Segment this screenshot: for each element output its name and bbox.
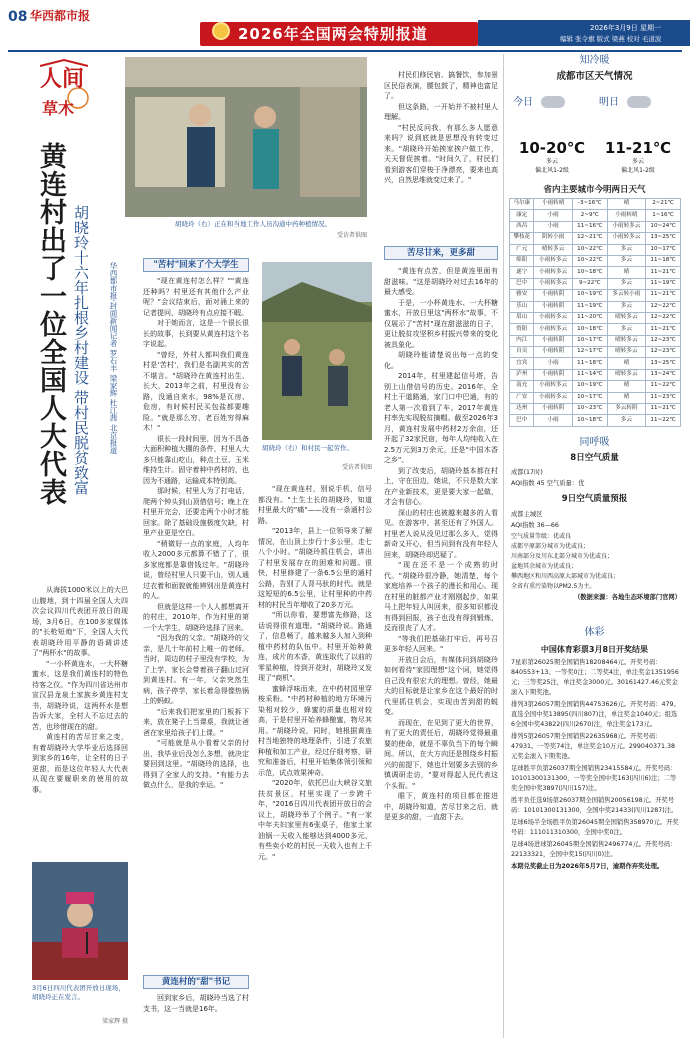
weather-cell: 12~21℃: [572, 233, 607, 244]
section-heading-1: "苦村"回来了个大学生: [143, 258, 249, 272]
weather-row: [510, 199, 681, 210]
weather-cell: 10~23℃: [572, 404, 607, 415]
paragraph: "等我们把基础打牢后，再号召更多年轻人回来。": [384, 634, 498, 653]
weather-cell: 晴: [607, 358, 645, 369]
paragraph: "因为我的父亲。"胡晓玲的父亲，是几十年前村上唯一的老师。当时，周边的村子里没有学校，为了上学，家长会带着孩子翻山过河到黄连村。有一年，父亲突然生病，孩子停学，家长着急得像热锅上的蚂蚁。: [143, 634, 249, 705]
weather-cell: 11~20℃: [572, 312, 607, 323]
weather-cell: 10~17℃: [572, 335, 607, 346]
weather-cell: 10~22℃: [572, 255, 607, 266]
weather-row: [510, 278, 681, 289]
weather-cell: 小雨转晴: [534, 199, 572, 210]
photo-farm-work: [262, 262, 372, 440]
weather-row: [510, 255, 681, 266]
weather-cell: 12~17℃: [572, 347, 607, 358]
article-column-b-tail: [143, 993, 249, 1033]
logo-char-2: 间: [62, 66, 85, 92]
weather-cell: 西昌: [510, 221, 534, 232]
weather-cell: 乐山: [510, 301, 534, 312]
weather-cell: 晴: [607, 267, 645, 278]
weather-cell: 10~19℃: [572, 290, 607, 301]
weather-cell: 10~24℃: [646, 221, 681, 232]
air-line: AQI指数 45 空气质量：优: [511, 480, 585, 487]
weather-cell: 1~16℃: [646, 210, 681, 221]
weather-cell: 11~19℃: [646, 278, 681, 289]
weather-cell: 多云: [607, 324, 645, 335]
air-line: 攀西地区和川西高原大部城市为优或良；: [511, 573, 620, 580]
paragraph: "可能就是从小看着父亲的付出，我毕业后没怎么多想，就决定要回到这里。"胡晓玲的选择，也得到了全家人的支持。"有能力去做点什么，是我的幸运。": [143, 739, 249, 789]
weather-cell: 小雨转阴: [534, 347, 572, 358]
today-label: 今日: [513, 97, 533, 108]
tomorrow-temp: 11-21℃: [604, 139, 672, 157]
weather-cell: 10~17℃: [646, 244, 681, 255]
weather-row: [510, 301, 681, 312]
weather-cell: 小雨转多云: [534, 267, 572, 278]
paragraph: 而现在，在见到了更大的世界，有了更大的责任后，胡晓玲觉得最重要的使命，就是不辜负当下的每个瞬间。所以，在大方向还是围绕乡村振兴的前提下，她也计划要多去别的乡镇调研走访，"要对得起人民代表这个头衔。": [384, 718, 498, 790]
article-column-a: [32, 585, 128, 860]
weather-cell: 小雨转多云: [534, 381, 572, 392]
air-source: （数据来源：各地生态环境部门官网）: [573, 594, 681, 601]
weather-cell: 2~21℃: [646, 199, 681, 210]
lottery-item: 足球4场进球第26045期全国销售2496774元。开奖号码：22133321，全国中奖15(四川0)注。: [511, 841, 677, 858]
tomorrow-wind: 偏北风1-2级: [621, 167, 655, 174]
herb-room-illustration: [125, 57, 367, 217]
weather-cell: 小雨转多云: [607, 233, 645, 244]
today-desc: 多云: [545, 158, 558, 165]
weather-row: [510, 210, 681, 221]
weather-cell: 自贡: [510, 347, 534, 358]
air-line: 成都(17时): [511, 469, 543, 476]
section-heading-2: 苦尽甘来，更多甜: [384, 246, 498, 260]
weather-cell: 小雨: [534, 210, 572, 221]
weather-cell: 12~23℃: [646, 335, 681, 346]
weather-cell: 小雨: [534, 358, 572, 369]
logo-char-1: 人: [40, 66, 63, 92]
weather-cell: 9~22℃: [572, 278, 607, 289]
weather-cell: 晴: [607, 392, 645, 403]
weather-cell: 13~24℃: [646, 369, 681, 380]
paragraph: "黄连有点苦，但是黄连里面有甜滋味。"这是胡晓玲对过去16年的最大感受。: [384, 267, 498, 296]
lottery-item: 足球6场半全场胜平负第26045期全国销售358970元。开奖号码：111011310300，全国中奖0注。: [511, 819, 679, 836]
column-logo: [34, 58, 94, 130]
cloudy-icon: [627, 96, 651, 108]
weather-cell: 10~22℃: [572, 244, 607, 255]
paragraph: 那时候，村里人为了打电话，爬两个钟头到山顶借信号；晚上在村里开完会，还要走两个小时才能回家。除了基础设施极度欠缺，村里产业更是空白。: [143, 487, 249, 537]
lottery-item: 排列5第26057期全国销售22635968元。开奖号码：47931。一等奖74注，单注奖金10万元。299040371.38元奖金滚入下期奖池。: [511, 733, 675, 760]
lottery-item: 胜平负任选9场第26037期全国销售20056198元。开奖号码：10101300131300，全国中奖21433(四川1287)注。: [511, 797, 678, 814]
lottery-results: [511, 658, 681, 1038]
photo1-credit: 受访者供图: [336, 232, 367, 239]
weather-cell: 小雨转多云: [534, 324, 572, 335]
weather-cell: 11~21℃: [646, 267, 681, 278]
weather-cell: 10~18℃: [572, 324, 607, 335]
paragraph: "曾经，外村人都叫我们黄连村是'苦村'，我们是名副其实的苦不堪言。"胡晓玲在黄连村出生、长大，2013年之前，村里没有公路，没通自来水，98%是瓦房、危房，有时候村民买包盐都要趣险。"就是那么穷，老百姓穷得麻木！": [143, 350, 249, 432]
weather-cell: 11~21℃: [646, 290, 681, 301]
weather-row: [510, 347, 681, 358]
weather-cell: 多云: [607, 301, 645, 312]
weather-title: 成都市区天气情况: [556, 71, 633, 82]
province-weather-table: [509, 198, 681, 427]
weather-table: [509, 198, 681, 427]
lottery-title: 中国体育彩票3月8日开奖结果: [540, 645, 649, 654]
air-line: 空气质量等级：优或良: [511, 533, 572, 540]
weather-row: [510, 415, 681, 426]
section-heading-3: 黄连村的"甜"书记: [143, 975, 249, 989]
weather-cell: 小雨: [534, 221, 572, 232]
weather-cell: 晴: [607, 199, 645, 210]
paragraph: 于是，一小杯黄连水、一大杯糖蜜水，开放日里这"两杯水"故事，不仅展示了"苦村"现在甜滋滋的日子，更让脱贫攻坚积乡村振兴带来的变化被具象化。: [384, 298, 498, 349]
photo1-caption: 胡晓玲（右）正在和当地工作人员沟通中药种植情况。: [175, 220, 331, 228]
weather-row: [510, 335, 681, 346]
article-subheadline: 胡晓玲十六年扎根乡村建设 带村民脱贫致富: [72, 205, 90, 495]
weather-cell: 遂宁: [510, 267, 534, 278]
air-tag: 同呼吸: [579, 437, 610, 448]
lottery-item: 本期兑奖截止日为2026年5月7日，逾期作弃奖处理。: [511, 863, 664, 870]
weather-cell: 巴中: [510, 415, 534, 426]
weather-cell: 小雨转阴: [534, 369, 572, 380]
weather-cell: 13~25℃: [646, 233, 681, 244]
weather-cell: 小雨转多云: [534, 392, 572, 403]
weather-cell: 多云: [607, 415, 645, 426]
weather-cell: 阴转小雨: [534, 233, 572, 244]
emblem-icon: [212, 22, 230, 40]
lottery-item: 足球胜平负第26037期全国销售23415584元。开奖号码：10101300131300，一等奖全国中奖163(四川6)注；二等奖全国中奖3897(四川157)注。: [511, 765, 677, 792]
air-title-2: 9日空气质量预报: [561, 494, 628, 504]
weather-cell: 晴: [607, 381, 645, 392]
special-report-title: 2026年全国两会特别报道: [238, 25, 428, 43]
weather-cell: 11~21℃: [646, 404, 681, 415]
paragraph: 从海拔1000米以上的大巴山腹地，到十四届全国人大四次会议四川代表团开放日的现场，3月6日，在100多家媒体的"长枪短炮"下，全国人大代表胡晓玲用平静的语调讲述了"两杯水"的故事。: [32, 586, 128, 657]
today-temp: 10-20℃: [518, 139, 586, 157]
weather-cell: 晴转多云: [607, 347, 645, 358]
weather-cell: 多云转小雨: [607, 290, 645, 301]
air-line: 全省有重污染物以PM2.5为主。: [511, 583, 596, 590]
issue-date: 2026年3月9日 星期一: [590, 24, 661, 32]
weather-cell: 11~22℃: [646, 381, 681, 392]
weather-cell: 泸州: [510, 369, 534, 380]
weather-cell: 11~22℃: [646, 415, 681, 426]
weather-cell: 12~23℃: [646, 347, 681, 358]
weather-cell: 2~9℃: [572, 210, 607, 221]
newspaper-name: 华西都市报: [30, 9, 91, 23]
paragraph: "现在黄连村怎么样？""黄连还种吗？村里还有其他什么产业呢？"会议结束后，面对涌上来的记者提问，胡晓玲有点应接不暇。: [143, 277, 249, 317]
weather-cell: 11~16℃: [572, 221, 607, 232]
weather-cell: 晴转多云: [607, 369, 645, 380]
weather-cell: 10~17℃: [572, 392, 607, 403]
weather-cell: 小雨转多云: [534, 278, 572, 289]
weather-cell: 13~25℃: [646, 358, 681, 369]
weather-cell: 马尔康: [510, 199, 534, 210]
weather-cell: 小雨转多云: [607, 221, 645, 232]
weather-row: [510, 290, 681, 301]
paragraph: "2013年，县上一位领导来了解情况，在山顶上步行十多公里，走七八个小时。"胡晓玲抓住机会，讲出了村里发展存在的困难和问题。很快，村里修建了一条6.5公里的通村公路，告别了人背马驮的时代。就是这短短的6.5公里，让村里种的中药材的村民当年增收了20多万元。: [258, 527, 372, 609]
photo-herb-consultation: [125, 57, 367, 217]
article-column-c: [258, 484, 372, 1034]
weather-cell: 康定: [510, 210, 534, 221]
lottery-item: 7星彩第26025期全国销售18208464元。开奖号码：840553+13。一等奖0注；二等奖4注，单注奖金1351956元；三等奖25注，单注奖金3000元。30161427.46元奖金滚入下期奖池。: [511, 659, 679, 696]
weather-row: [510, 358, 681, 369]
weather-cell: 雅安: [510, 290, 534, 301]
paragraph: 很长一段时间里，因为不具备大面积种植大棚的条件，村里人大多只能靠山吃山，种点土豆、玉米维持生计。固守着种中药材的，也因为不通路，运输成本特别高。: [143, 434, 249, 485]
tomorrow-label: 明日: [599, 97, 619, 108]
weather-row: [510, 392, 681, 403]
weather-cell: 南充: [510, 381, 534, 392]
air-line: 盆地其余城市为优或良；: [511, 563, 578, 570]
weather-cell: 11~19℃: [572, 301, 607, 312]
article-column-d-top: [384, 70, 498, 240]
weather-cell: 12~22℃: [646, 301, 681, 312]
weather-cell: 绵阳: [510, 255, 534, 266]
paragraph: "一小杯黄连水，一大杯糖蜜水，这是我们黄连村的特色待客之仪。"作为四川省达州市宣汉县龙泉土家族乡黄连村支书，胡晓玲说，这两杯水是想告诉大家，全村人不忘过去的苦，也珍惜现在的甜。: [32, 659, 128, 731]
weather-cell: 11~18℃: [646, 255, 681, 266]
weather-row: [510, 381, 681, 392]
weather-cell: 小雨转阴: [534, 290, 572, 301]
editor-credits: 编辑 张令旗 版式 梁燕 校对 毛道波: [560, 35, 662, 43]
weather-cell: 12~22℃: [646, 312, 681, 323]
weather-cell: 小雨转阴: [534, 335, 572, 346]
weather-cell: 小雨转多云: [534, 255, 572, 266]
paragraph: 深山的村庄也被越来越多的人看见。在游客中，甚至还有了外国人。村里老人说从没见过那么多人，觉得新奇又开心，但当问到有没有年轻人回来，胡晓玲却迟疑了。: [384, 508, 498, 559]
weather-row: [510, 404, 681, 415]
paragraph: 胡晓玲能请楚说出每一点的变化。: [384, 351, 498, 370]
air-line: 川南部分及川东北部分城市为优或良；: [511, 553, 614, 560]
article-headline: 黄连村出了一位全国人大代表: [35, 142, 66, 506]
weather-cell: 晴转多云: [534, 244, 572, 255]
weather-cell: 广安: [510, 392, 534, 403]
weather-cell: 攀枝花: [510, 233, 534, 244]
paragraph: 但这条路，一开始并不被村里人理解。: [384, 102, 498, 121]
photo2-caption: 胡晓玲（右）和村民一起劳作。: [262, 444, 353, 452]
weather-cell: 资阳: [510, 324, 534, 335]
cloudy-icon: [541, 96, 565, 108]
paragraph: "后来我们把家里的门板拆下来，放在凳子上当课桌，我就让爸爸在家里给孩子们上课。": [143, 707, 249, 737]
article-byline: 华西都市报·封面新闻记者 罗石丰 梁家辉 杜江茜 北京报道: [109, 262, 118, 454]
weather-cell: 小雨转晴: [607, 210, 645, 221]
paragraph: 回到家乡后，胡晓玲当选了村支书，这一当就是16年。: [143, 994, 249, 1013]
weather-tag: 知冷暖: [579, 55, 610, 66]
weather-row: [510, 221, 681, 232]
paragraph: 开放日会后，有媒体问到胡晓玲如何看待"家园理想"这个词，她觉得自己没有很宏大的理想。曾经，她最大的目标就是让家乡在这个最好的时代里抓住机会，实现由苦到甜的蜕变。: [384, 655, 498, 716]
weather-cell: 11~18℃: [572, 358, 607, 369]
photo3-credit: 梁家辉 摄: [102, 1018, 128, 1025]
weather-cell: 10~18℃: [572, 415, 607, 426]
province-weather-title: 省内主要城市今明两日天气: [543, 185, 646, 195]
weather-cell: 眉山: [510, 312, 534, 323]
paragraph: "现在黄连村，别说手机，信号都没有。"土生土长的胡晓玲，知道村里最大的"痛"——没有一条通村公路。: [258, 485, 372, 525]
photo3-caption: 3月6日四川代表团开放日现场，胡晓玲正在发言。: [32, 984, 125, 1001]
weather-cell: 11~23℃: [646, 392, 681, 403]
weather-row: [510, 267, 681, 278]
weather-cell: 小雨转阴: [534, 404, 572, 415]
paragraph: 黄连村的苦尽甘来之变，有着胡晓玲大学毕业后选择回到家乡的16年，让全村的日子更甜，而是这位年轻人大代表从现在要履职来的使用的故事。: [32, 733, 128, 794]
weather-row: [510, 324, 681, 335]
weather-cell: 达州: [510, 404, 534, 415]
paragraph: "稍微好一点的家庭，人均年收入2000多元都算不错了了，很多家庭都是靠借钱过年。"胡晓玲说，曾经村里人只要干山，别人通过衣着和面貌就能辨别出是黄连村的人。: [143, 539, 249, 600]
today-wind: 偏北风1-2级: [535, 167, 569, 174]
weather-cell: 10~19℃: [572, 381, 607, 392]
column-divider: [503, 54, 504, 1038]
weather-cell: 晴转多云: [607, 312, 645, 323]
photo2-credit: 受访者供图: [341, 464, 372, 471]
paragraph: 眼下，黄连村的项目都在推进中，胡晓玲知道，苦尽甘来之后，就是更多的甜，一直甜下去。: [384, 792, 498, 821]
air-line: 成都主城区: [511, 511, 543, 518]
lottery-tag: 体彩: [584, 627, 605, 638]
weather-row: [510, 312, 681, 323]
weather-cell: 内江: [510, 335, 534, 346]
weather-cell: 宜宾: [510, 358, 534, 369]
paragraph: 到了改变后，胡晓玲基本都在村上，守在田边，她说，不只是数大家在产业新技术，更是要大家一起做，才会有信心。: [384, 466, 498, 506]
weather-cell: 广元: [510, 244, 534, 255]
paragraph: "所以你看，要想富先修路，这话说得很有道理。"胡晓玲说。路通了，信息畅了，越来越多人加入到种植中药材的队伍中。村里开始种黄连，成片的木香，黄连取代了以前的零星种植，待到开花时，胡晓玲又发现了"商机"。: [258, 611, 372, 682]
weather-cell: 11~21℃: [646, 324, 681, 335]
article-column-b: [143, 276, 249, 966]
weather-cell: 多云转阴: [607, 404, 645, 415]
weather-cell: 多云: [607, 244, 645, 255]
weather-row: [510, 244, 681, 255]
paragraph: 蜜蜂浮味而来，在中药材园里穿梭采粉。"中药材种植的地方环境污染相对较少，蜂蜜的质量也相对较高，于是村里开始养蜂酿蜜，物尽其用。"胡晓玲说，同时，她根据黄连村当地独特的地理条件，引进了农旅种植和加工产业，经过仔细考察，研究和准备后，村里开始集体领引领和示范，试点效果神奇。: [258, 684, 372, 777]
page-number: 08: [8, 9, 28, 25]
paragraph: "现在还不是一个成熟的时代。"胡晓玲很冷静，她清楚，每个家庭培养一个孩子的漫长和用心。现在村里的脏都产业才刚刚起步，如果马上把年轻人叫回来，很多知识都没有得到回报，孩子也没有得到锻炼，反而很丧了人才。: [384, 561, 498, 632]
paragraph: 对于她而言，这是一个很长很长的故事，长到要从黄连村这个名字说起。: [143, 319, 249, 348]
air-line: AQI指数 36—66: [511, 522, 559, 529]
paragraph: 但就是这样一个人人都想离开的村庄，2010年，作为村里的第一个大学生，胡晓玲选择了回来。: [143, 602, 249, 632]
paragraph: 村民们修民宿、搞餐饮，参加景区民俗表演，腰包鼓了，精神也富足了。: [384, 71, 498, 100]
air-title-1: 8日空气质量: [570, 453, 619, 463]
article-column-d: [384, 266, 498, 1038]
speaker-illustration: [32, 862, 128, 980]
weather-row: [510, 233, 681, 244]
tomorrow-desc: 多云: [631, 158, 644, 165]
lottery-item: 排列3第26057期全国销售44753626元。开奖号码：479。直选全国中奖13895(四川807)注，单注奖金1040元；组选6全国中奖43822(四川2670)注，单注奖金173元。: [511, 701, 680, 728]
info-sidebar: [507, 52, 682, 1040]
paragraph: 2014年，村里建起信号塔，告别上山借信号的历史。2016年，全村土干道路通，家门口中巴通，有的老人第一次看到了车。2017年黄连村率先实现脱贫摘帽。截至2026年3月，黄连村发展中药材2万余亩，还开起了32家民宿，每年人均纯收入在2.5万元到3万余元，还是"中国木香之乡"。: [384, 372, 498, 464]
logo-char-3: 草木: [42, 99, 75, 118]
air-line: 成都平原部分城市为优或良；: [511, 543, 590, 550]
weather-cell: 小雨转阴: [534, 301, 572, 312]
field-illustration: [262, 262, 372, 440]
paragraph: "2020年，依托巴山大峡谷文旅扶贫景区，村里实现了一步跨千年，"2016日四川代表团开放日的会议上，胡晓玲举了个例子。"有一家中年夫妇家里有6张桌子，他家土家油锅一天收入能够达到4000多元，有些卖小吃的村民一天收入也有上千元。": [258, 779, 372, 861]
weather-cell: 晴转多云: [607, 335, 645, 346]
weather-row: [510, 369, 681, 380]
weather-cell: 小雨转多云: [534, 312, 572, 323]
photo-congress-speech: [32, 862, 128, 980]
weather-cell: -3~16℃: [572, 199, 607, 210]
weather-cell: 10~18℃: [572, 267, 607, 278]
weather-cell: 多云: [607, 278, 645, 289]
weather-cell: 11~14℃: [572, 369, 607, 380]
weather-cell: 巴中: [510, 278, 534, 289]
weather-cell: 多云: [607, 255, 645, 266]
paragraph: "村民反问我，有那么多人愿意来吗？说到底就是思想没有转变过来。"胡晓玲开始挨家挨户做工作，天天督促挨着。"时间久了，村民们看到游客们穿梭于净漂亮，要来也高兴，自然思维就变过来了。": [384, 123, 498, 184]
weather-cell: 小雨: [534, 415, 572, 426]
